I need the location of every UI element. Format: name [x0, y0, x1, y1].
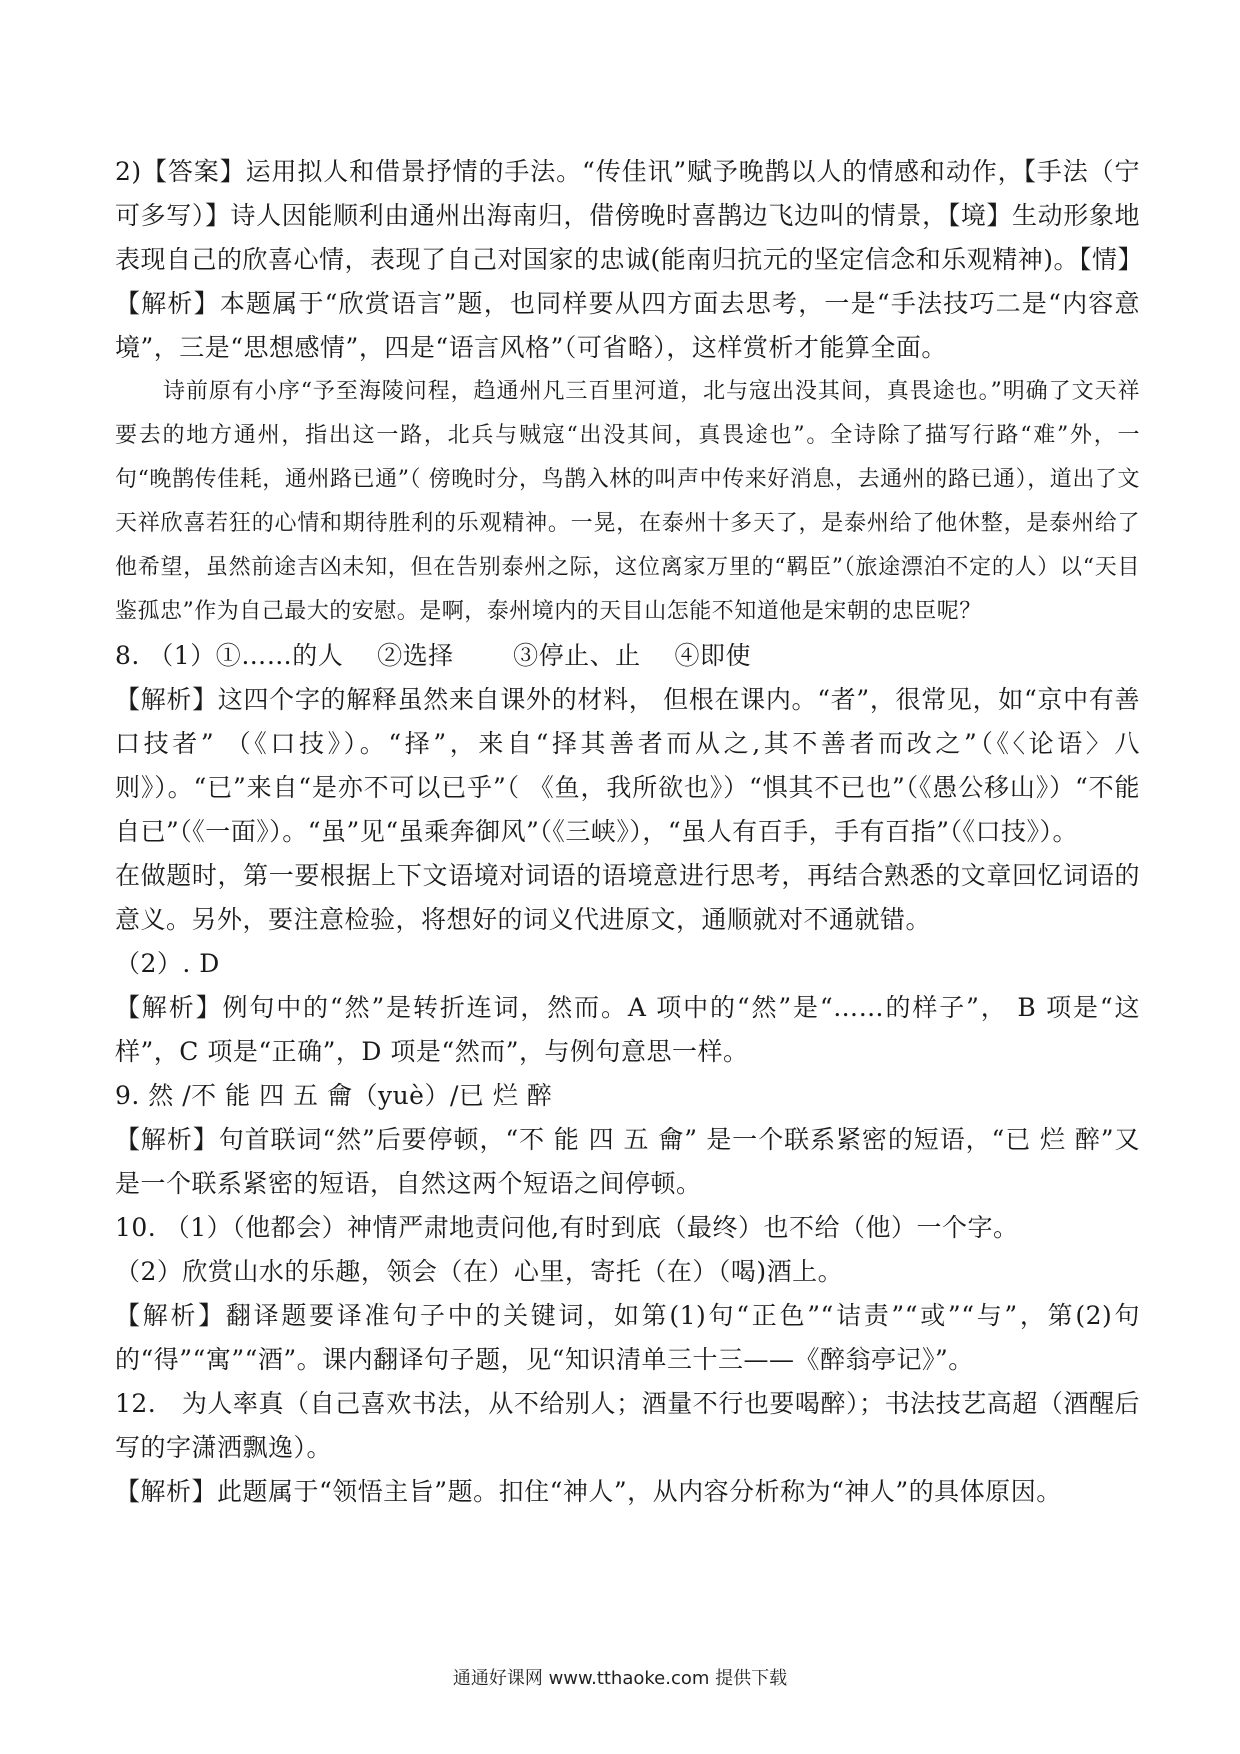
- answer-8-1-line: 8. （1）①……的人 ②选择 ③停止、止 ④即使: [115, 641, 752, 670]
- answer-10-2-line: （2）欣赏山水的乐趣，领会（在）心里，寄托（在）（喝)酒上。: [115, 1257, 844, 1286]
- analysis-2-paragraph: 【解析】本题属于“欣赏语言”题，也同样要从四方面去思考，一是“手法技巧二是“内容意境”，三是“思想感情”，四是“语言风格”（可省略），这样赏析才能算全面。: [115, 289, 1140, 362]
- answer-9-line: 9. 然 /不 能 四 五 龠（yuè）/已 烂 醉: [115, 1081, 553, 1110]
- answer-10-1-line: 10. （1）（他都会）神情严肃地责问他,有时到底（最终）也不给（他）一个字。: [115, 1213, 1019, 1242]
- answer-12-paragraph: 12. 为人率真（自己喜欢书法，从不给别人；酒量不行也要喝醉）；书法技艺高超（酒醒后写的字潇洒飘逸）。: [115, 1389, 1140, 1462]
- analysis-12-paragraph: 【解析】此题属于“领悟主旨”题。扣住“神人”，从内容分析称为“神人”的具体原因。: [115, 1477, 1062, 1506]
- poem-background-paragraph: 诗前原有小序“予至海陵问程，趋通州凡三百里河道，北与寇出没其间，真畏途也。”明确了文天祥要去的地方通州，指出这一路，北兵与贼寇“出没其间，真畏途也”。全诗除了描写行路“难”外，一句“晚鹊传佳耗，通州路已通”（ 傍晚时分，鸟鹊入林的叫声中传来好消息，去通州的路已通），道出了文天祥欣喜若狂的心情和期待胜利的乐观精神。一晃，在泰州十多天了，是泰州给了他休整，是泰州给了他希望，虽然前途吉凶未知，但在告别泰州之际，这位离家万里的“羁臣”（旅途漂泊不定的人）以“天目鉴孤忠”作为自己最大的安慰。是啊，泰州境内的天目山怎能不知道他是宋朝的忠臣呢？: [115, 379, 1140, 624]
- answer-2-paragraph: 2)【答案】运用拟人和借景抒情的手法。“传佳讯”赋予晚鹊以人的情感和动作，【手法（宁可多写）】诗人因能顺利由通州出海南归，借傍晚时喜鹊边飞边叫的情景，【境】生动形象地表现自己的欣喜心情，表现了自己对国家的忠诚(能南归抗元的坚定信念和乐观精神)。【情】: [115, 157, 1144, 274]
- analysis-8-1-paragraph: 【解析】这四个字的解释虽然来自课外的材料， 但根在课内。“者”，很常见，如“京中有善口技者” （《口技》）。“择”，来自“择其善者而从之,其不善者而改之”（《〈论语〉八则》）。“已”来自“是亦不可以已乎”（ 《鱼，我所欲也》）“惧其不已也”（《愚公移山》）“不能自已”（《一面》）。“虽”见“虽乘奔御风”（《三峡》），“虽人有百手，手有百指”（《口技》）。: [115, 685, 1140, 846]
- answer-content: [115, 150, 1144, 1514]
- analysis-9-paragraph: 【解析】句首联词“然”后要停顿，“不 能 四 五 龠” 是一个联系紧密的短语，“已 烂 醉”又是一个联系紧密的短语，自然这两个短语之间停顿。: [115, 1125, 1140, 1198]
- method-note-paragraph: 在做题时，第一要根据上下文语境对词语的语境意进行思考，再结合熟悉的文章回忆词语的意义。另外，要注意检验，将想好的词义代进原文，通顺就对不通就错。: [115, 861, 1140, 934]
- analysis-8-2-paragraph: 【解析】例句中的“然”是转折连词，然而。A 项中的“然”是“……的样子”， B 项是“这样”，C 项是“正确”，D 项是“然而”，与例句意思一样。: [115, 993, 1140, 1066]
- analysis-10-paragraph: 【解析】翻译题要译准句子中的关键词，如第(1)句“正色”“诘责”“或”“与”，第(2)句的“得”“寓”“酒”。课内翻译句子题，见“知识清单三十三——《醉翁亭记》”。: [115, 1301, 1140, 1374]
- answer-8-2-line: （2）. D: [115, 949, 220, 978]
- page-footer: 通通好课网 www.tthaoke.com 提供下载: [452, 1668, 788, 1689]
